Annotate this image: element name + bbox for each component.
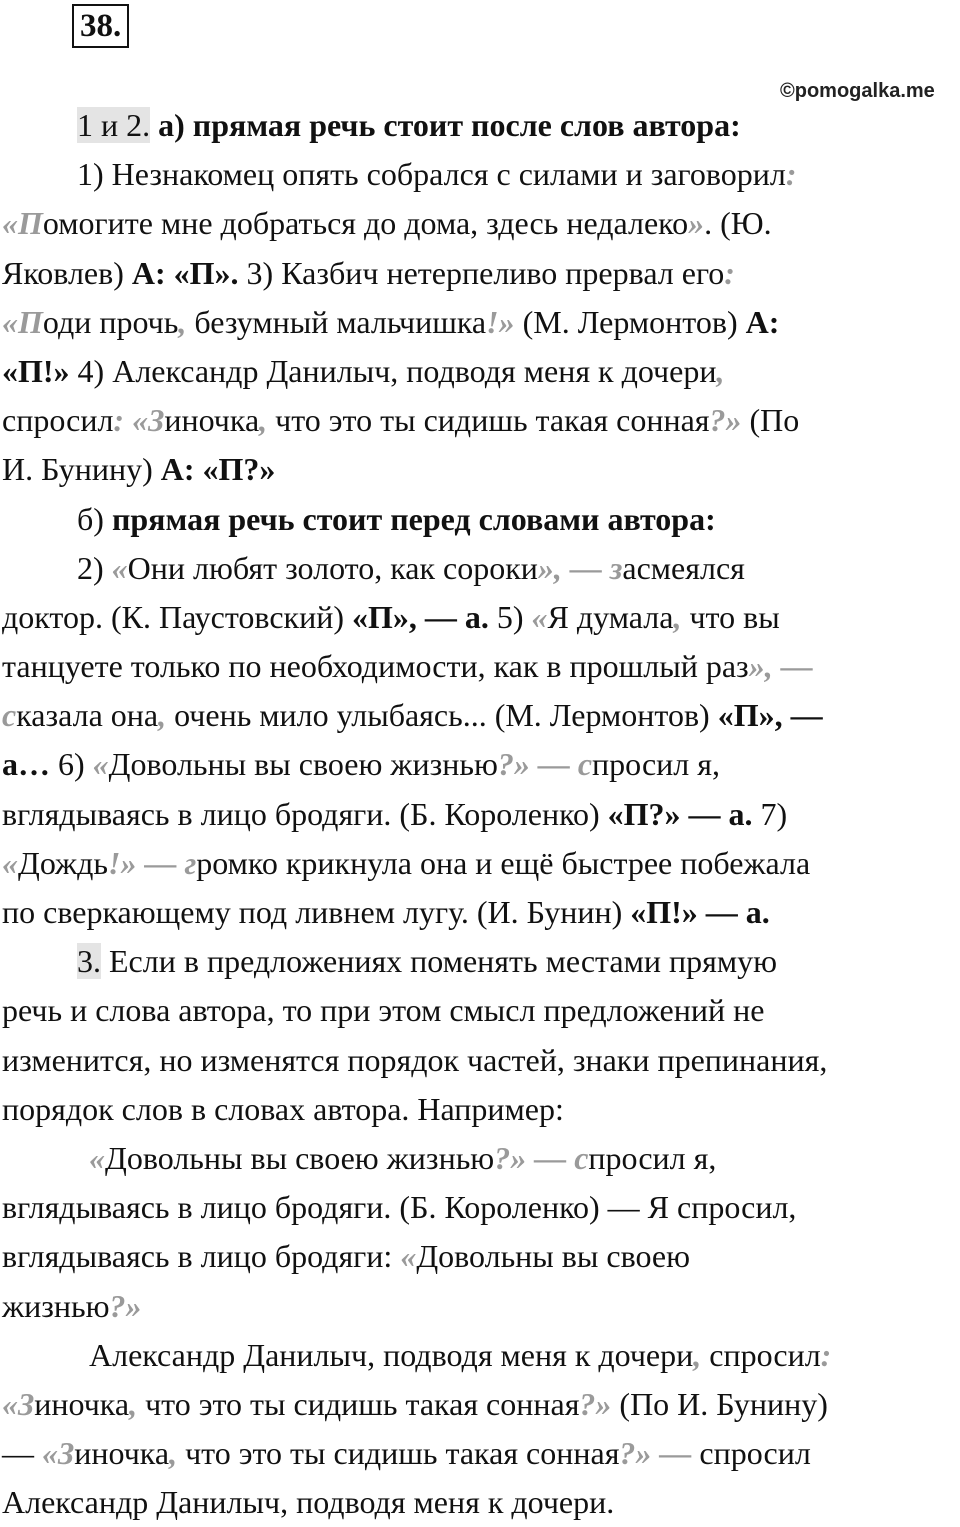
- task-number: 38.: [72, 4, 129, 48]
- ex2-line1: Александр Данилыч, подводя меня к дочери, спросил:: [89, 1336, 832, 1373]
- b-line5: а… 6) «Довольны вы своею жизнью?» — спросил я,: [2, 746, 720, 783]
- ex1-line4: жизнью?»: [2, 1287, 142, 1324]
- s4-line2: спросил: «Зиночка, что это ты сидишь такая сонная?» (По: [2, 402, 800, 439]
- ex2-line4: Александр Данилыч, подводя меня к дочери.: [2, 1484, 615, 1521]
- sec3-line1: 3. Если в предложениях поменять местами прямую: [77, 943, 777, 980]
- sec3-line2: речь и слова автора, то при этом смысл предложений не: [2, 992, 765, 1029]
- s4-line1: «П!» 4) Александр Данилыч, подводя меня к дочери,: [2, 352, 725, 389]
- b-line7: «Дождь!» — громко крикнула она и ещё быстрее побежала: [2, 844, 811, 881]
- ex1-line2: вглядываясь в лицо бродяги. (Б. Короленко) — Я спросил,: [2, 1189, 797, 1226]
- s1-num: 1): [77, 156, 104, 193]
- ex1-line3: вглядываясь в лицо бродяги: «Довольны вы своею: [2, 1238, 690, 1275]
- ex1-line1: «Довольны вы своею жизнью?» — спросил я,: [89, 1139, 717, 1176]
- b-line2: доктор. (К. Паустовский) «П», — а. 5) «Я думала, что вы: [2, 598, 780, 635]
- ex2-line3: — «Зиночка, что это ты сидишь такая сонная?» — спросил: [2, 1435, 811, 1472]
- b-line6: вглядываясь в лицо бродяги. (Б. Короленко) «П?» — а. 7): [2, 795, 788, 832]
- answer-text: [2, 101, 958, 1527]
- s1-line2: «Помогите мне добраться до дома, здесь недалеко». (Ю.: [2, 205, 772, 242]
- s4-line3: И. Бунину) А: «П?»: [2, 451, 276, 488]
- s2-line1: 2) «Они любят золото, как сороки», — засмеялся: [77, 549, 745, 586]
- s3-line2: «Поди прочь, безумный мальчишка!» (М. Лермонтов) А:: [2, 303, 780, 340]
- watermark: ©pomogalka.me: [780, 80, 935, 102]
- b-line3: танцуете только по необходимости, как в прошлый раз», —: [2, 648, 813, 685]
- sec3-line4: порядок слов в словах автора. Например:: [2, 1090, 564, 1127]
- section-b-label: б): [77, 500, 104, 537]
- ex2-line2: «Зиночка, что это ты сидишь такая сонная?» (По И. Бунину): [2, 1385, 828, 1422]
- sec3-line3: изменится, но изменятся порядок частей, знаки препинания,: [2, 1041, 828, 1078]
- section-a-heading: а) прямая речь стоит после слов автора:: [158, 107, 741, 143]
- b-line4: сказала она, очень мило улыбаясь... (М. Лермонтов) «П», —: [2, 697, 823, 734]
- section-a-tag: 1 и 2.: [77, 107, 151, 143]
- section-b-heading: прямая речь стоит перед словами автора:: [111, 500, 716, 537]
- s1-line3: Яковлев) А: «П». 3) Казбич нетерпеливо прервал его:: [2, 254, 735, 291]
- b-line8: по сверкающему под ливнем лугу. (И. Бунин) «П!» — а.: [2, 894, 770, 930]
- section-a-sentences: [2, 150, 958, 494]
- s1-text: Незнакомец опять собрался с силами и заговорил:: [111, 156, 797, 193]
